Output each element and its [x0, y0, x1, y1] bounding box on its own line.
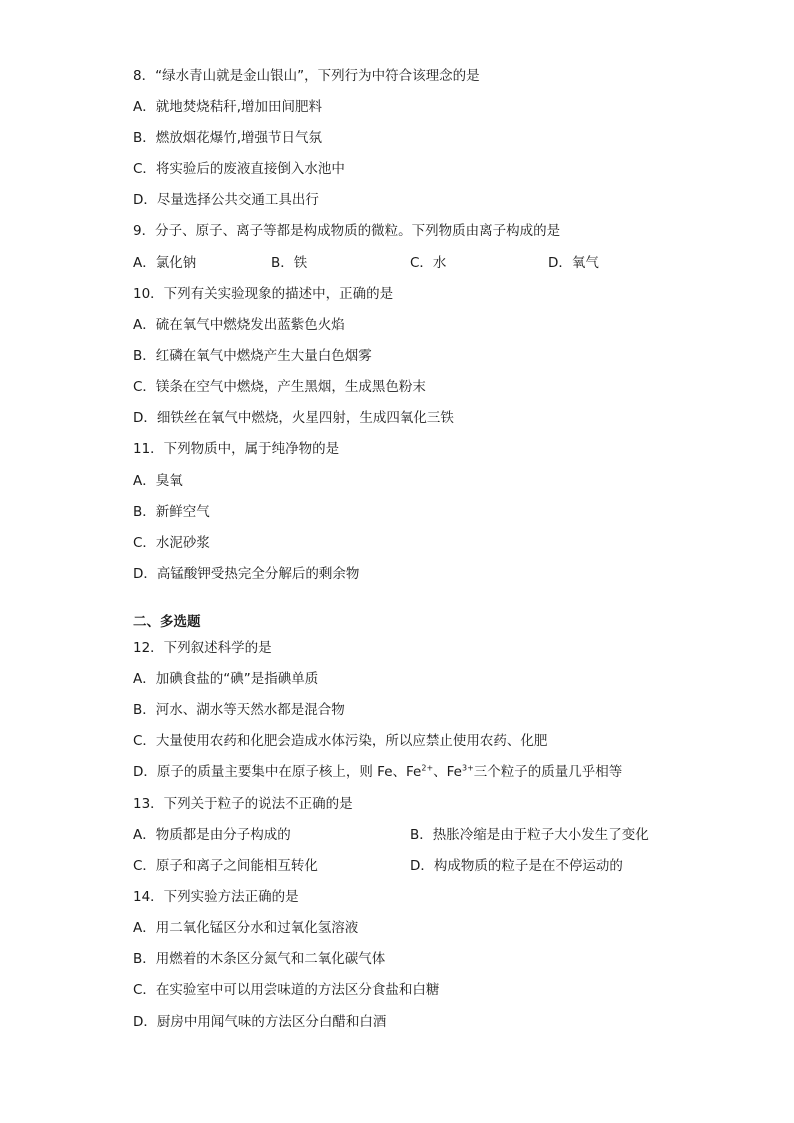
question-11-option-d: D．高锰酸钾受热完全分解后的剩余物	[133, 566, 360, 582]
question-9-stem: 9．分子、原子、离子等都是构成物质的微粒。下列物质由离子构成的是	[133, 223, 561, 239]
question-8-stem: 8．“绿水青山就是金山银山”，下列行为中符合该理念的是	[133, 68, 480, 84]
question-14-option-a: A．用二氧化锰区分水和过氧化氢溶液	[133, 920, 359, 936]
question-12-option-c: C．大量使用农药和化肥会造成水体污染，所以应禁止使用农药、化肥	[133, 733, 548, 749]
question-14-stem: 14．下列实验方法正确的是	[133, 889, 299, 905]
question-12-option-b: B．河水、湖水等天然水都是混合物	[133, 702, 345, 718]
fe3-charge: 3+	[462, 763, 474, 773]
question-8-option-a: A．就地焚烧秸秆,增加田间肥料	[133, 99, 323, 115]
question-12-option-a: A．加碘食盐的“碘”是指碘单质	[133, 671, 319, 687]
question-11-option-b: B．新鲜空气	[133, 504, 210, 520]
question-13-stem: 13．下列关于粒子的说法不正确的是	[133, 796, 353, 812]
question-13-option-d: D．构成物质的粒子是在不停运动的	[410, 858, 623, 874]
question-9-option-a: A．氯化钠	[133, 255, 197, 271]
question-9-option-d: D．氧气	[548, 255, 599, 271]
question-12-option-d	[133, 763, 622, 781]
question-14-option-d: D．厨房中用闻气味的方法区分白醋和白酒	[133, 1014, 387, 1030]
question-10-option-d: D．细铁丝在氧气中燃烧，火星四射，生成四氧化三铁	[133, 410, 454, 426]
question-12-option-d-text-2: 、Fe	[433, 764, 462, 780]
fe2-charge: 2+	[421, 763, 434, 773]
question-9-option-b: B．铁	[271, 255, 308, 271]
question-9-option-c: C．水	[410, 255, 447, 271]
question-13-option-b: B．热胀冷缩是由于粒子大小发生了变化	[410, 827, 649, 843]
question-11-stem: 11．下列物质中，属于纯净物的是	[133, 441, 340, 457]
question-14-option-c: C．在实验室中可以用尝味道的方法区分食盐和白糖	[133, 982, 440, 998]
question-8-option-b: B．燃放烟花爆竹,增强节日气氛	[133, 130, 323, 146]
question-8-option-c: C．将实验后的废液直接倒入水池中	[133, 161, 345, 177]
question-14-option-b: B．用燃着的木条区分氮气和二氧化碳气体	[133, 951, 386, 967]
question-13-option-c: C．原子和离子之间能相互转化	[133, 858, 318, 874]
question-11-option-a: A．臭氧	[133, 473, 183, 489]
question-10-option-a: A．硫在氧气中燃烧发出蓝紫色火焰	[133, 317, 345, 333]
question-13-option-a: A．物质都是由分子构成的	[133, 827, 291, 843]
question-11-option-c: C．水泥砂浆	[133, 535, 210, 551]
question-12-stem: 12．下列叙述科学的是	[133, 640, 272, 656]
question-12-option-d-text-3: 三个粒子的质量几乎相等	[473, 764, 623, 780]
question-10-option-c: C．镁条在空气中燃烧，产生黑烟，生成黑色粉末	[133, 379, 426, 395]
question-10-option-b: B．红磷在氧气中燃烧产生大量白色烟雾	[133, 348, 372, 364]
question-10-stem: 10．下列有关实验现象的描述中，正确的是	[133, 286, 394, 302]
question-8-option-d: D．尽量选择公共交通工具出行	[133, 192, 319, 208]
question-12-option-d-text-1: D．原子的质量主要集中在原子核上，则 Fe、Fe	[133, 764, 422, 780]
section-title-multiple-choice: 二、多选题	[133, 614, 201, 630]
